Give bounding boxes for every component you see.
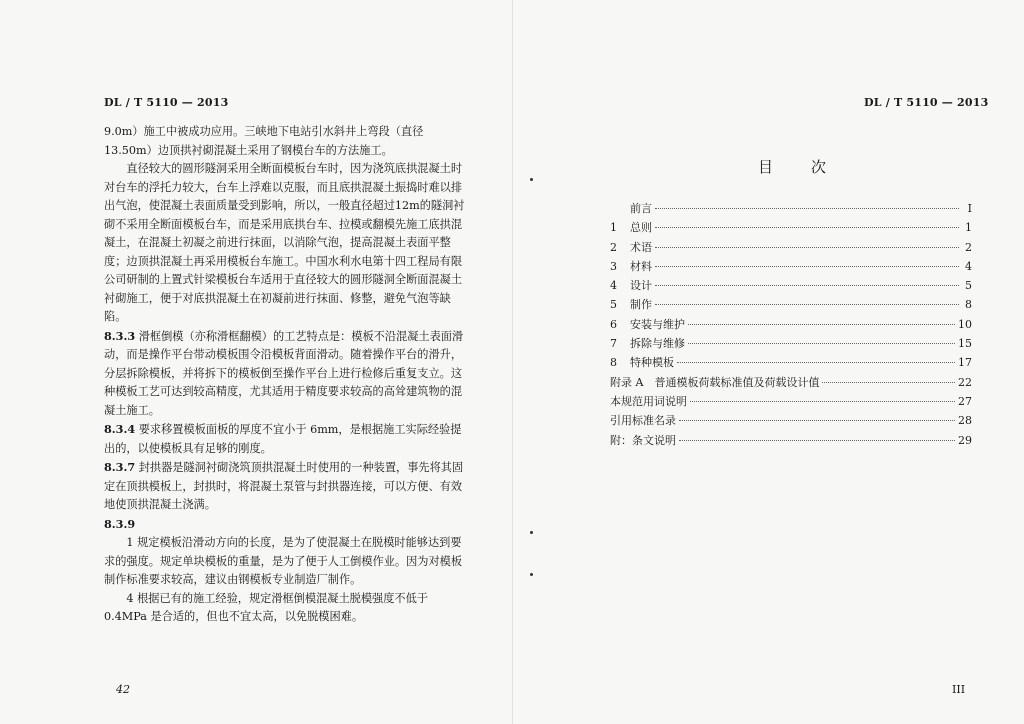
toc-entry[interactable]: [610, 200, 972, 219]
toc-page: 15: [958, 337, 972, 351]
paragraph: [104, 160, 466, 327]
toc-label: 附：条文说明: [610, 433, 676, 447]
toc-leader: [679, 440, 955, 441]
sub-clause-text: 4 根据已有的施工经验，规定滑框倒模混凝土脱模强度不低于 0.4MPa 是合适的，但也不宜太高，以免脱模困难。: [104, 591, 428, 623]
toc-entry[interactable]: [610, 354, 972, 373]
toc-entry[interactable]: [610, 277, 972, 296]
toc-page: 1: [965, 221, 972, 235]
clause: [104, 458, 466, 515]
clause-text: 滑框倒模（亦称滑框翻模）的工艺特点是：模板不沿混凝土表面滑动，而是操作平台带动模板围令沿模板背面滑动。随着操作平台的滑升，分层拆除模板，并将拆下的模板倒至操作平台上进行检修后重复支立。这种模板工艺可达到较高精度，尤其适用于精度要求较高的高耸建筑物的混凝土施工。: [104, 329, 464, 417]
toc-leader: [655, 247, 959, 248]
toc-page: 10: [958, 317, 972, 331]
clause: [104, 515, 466, 535]
paragraph-text: 直径较大的圆形隧洞采用全断面模板台车时，因为浇筑底拱混凝土时对台车的浮托力较大，台车上浮难以克服，而且底拱混凝土振捣时难以排出气泡，使混凝土表面质量受到影响，所以，一般直径超过12m的隧洞衬砌不采用全断面模板台车，而是采用底拱台车、拉模或翻模先施工底拱混凝土，在混凝土初凝之前进行抹面，以消除气泡，提高混凝土表面平整度；边顶拱混凝土再采用模板台车施工。中国水利水电第十四工程局有限公司研制的上置式针梁模板台车适用于直径较大的圆形隧洞全断面混凝土衬砌施工，便于对底拱混凝土在初凝前进行抹面、修整，避免气泡等缺陷。: [104, 162, 465, 323]
clause-number: 8.3.7: [104, 460, 136, 474]
left-page-number: 42: [116, 683, 130, 696]
left-page-body: [104, 123, 466, 627]
toc-label: 制作: [630, 298, 652, 312]
toc-leader: [677, 362, 955, 363]
toc-page: 4: [965, 259, 972, 273]
clause-text: 要求移置模板面板的厚度不宜小于 6mm，是根据施工实际经验提出的，以使模板具有足够的刚度。: [104, 423, 462, 455]
toc-page: 8: [965, 298, 972, 312]
toc-number: 8: [610, 356, 617, 370]
toc-label: 前言: [630, 202, 652, 215]
toc-entry[interactable]: [610, 432, 972, 451]
toc-page: 27: [958, 394, 972, 408]
toc-entry[interactable]: [610, 393, 972, 412]
toc-page: 17: [958, 356, 972, 370]
sub-clause: [104, 590, 466, 627]
toc-entry[interactable]: [610, 239, 972, 258]
toc-number: 6: [610, 317, 617, 331]
toc-label: 材料: [630, 259, 652, 273]
sub-clause-text: 1 规定模板沿滑动方向的长度，是为了使混凝土在脱模时能够达到要求的强度。规定单块模板的重量，是为了便于人工倒模作业。因为对模板制作标准要求较高，建议由钢模板专业制造厂制作。: [104, 536, 463, 586]
toc-leader: [822, 382, 955, 383]
toc-label: 本规范用词说明: [610, 394, 687, 408]
toc-label: 安装与维护: [630, 317, 685, 331]
toc-page: 22: [958, 375, 972, 389]
toc-leader: [655, 227, 959, 228]
toc-leader: [690, 401, 955, 402]
toc-entry[interactable]: [610, 219, 972, 238]
toc-entry[interactable]: [610, 316, 972, 335]
toc-leader: [688, 324, 955, 325]
toc-number: 3: [610, 259, 617, 273]
paragraph-text: 9.0m）施工中被成功应用。三峡地下电站引水斜井上弯段（直径13.50m）边顶拱衬砌混凝土采用了钢模台车的方法施工。: [104, 125, 424, 157]
toc-leader: [655, 208, 959, 209]
toc-label: 附录 A 普通模板荷载标准值及荷载设计值: [610, 375, 820, 389]
toc-page: 29: [958, 433, 972, 447]
clause: [104, 420, 466, 458]
toc-leader: [655, 266, 959, 267]
toc-number: 7: [610, 337, 617, 351]
clause-number: 8.3.9: [104, 516, 136, 531]
right-running-header: DL / T 5110 — 2013: [864, 96, 989, 109]
paragraph: [104, 123, 466, 160]
toc-number: 4: [610, 279, 617, 293]
toc-title: 目次: [758, 158, 865, 176]
toc-label: 特种模板: [630, 356, 674, 370]
toc-entry[interactable]: [610, 335, 972, 354]
toc-number: 1: [610, 221, 617, 235]
clause-text: 封拱器是隧洞衬砌浇筑顶拱混凝土时使用的一种装置，事先将其固定在顶拱模板上，封拱时，将混凝土泵管与封拱器连接，可以方便、有效地使顶拱混凝土浇满。: [104, 461, 464, 511]
toc-label: 总则: [630, 221, 652, 235]
scan-speck: [530, 531, 533, 534]
scan-speck: [530, 178, 533, 181]
clause-number: 8.3.4: [104, 422, 136, 436]
toc-leader: [655, 285, 959, 286]
sub-clause: [104, 534, 466, 590]
toc-entry[interactable]: [610, 296, 972, 315]
toc-number: 5: [610, 298, 617, 312]
toc-page: 28: [958, 414, 972, 428]
toc-leader: [688, 343, 955, 344]
toc-label: 设计: [630, 279, 652, 293]
toc-label: 引用标准名录: [610, 414, 676, 428]
table-of-contents: [610, 200, 972, 451]
right-page-number: III: [952, 683, 966, 696]
toc-number: 2: [610, 240, 617, 254]
left-running-header: DL / T 5110 — 2013: [104, 96, 229, 109]
toc-page: I: [967, 202, 972, 215]
toc-leader: [679, 420, 955, 421]
toc-label: 拆除与维修: [630, 337, 685, 351]
clause: [104, 327, 466, 421]
page-gutter: [512, 0, 513, 724]
toc-entry[interactable]: [610, 374, 972, 393]
scan-speck: [530, 573, 533, 576]
toc-label: 术语: [630, 240, 652, 254]
toc-leader: [655, 304, 959, 305]
clause-number: 8.3.3: [104, 328, 136, 343]
toc-entry[interactable]: [610, 258, 972, 277]
toc-page: 2: [965, 240, 972, 254]
toc-page: 5: [965, 279, 972, 293]
toc-entry[interactable]: [610, 412, 972, 431]
